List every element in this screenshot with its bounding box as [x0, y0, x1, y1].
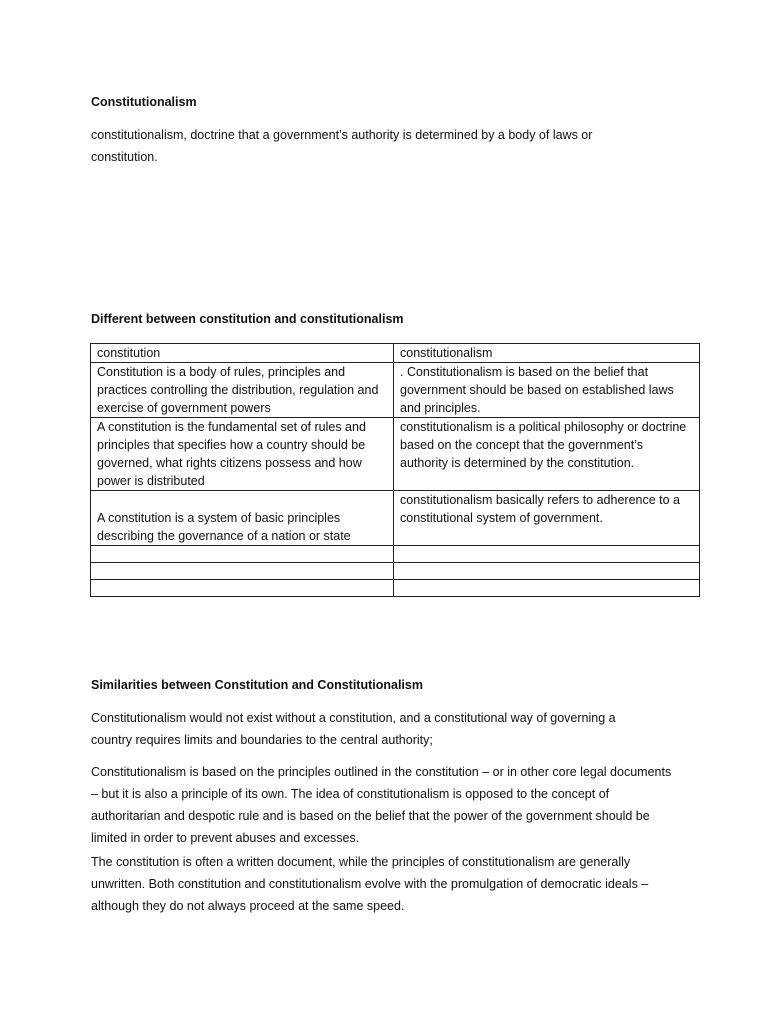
table-cell-empty [91, 580, 394, 597]
section-heading-similarities: Similarities between Constitution and Constitutionalism [91, 678, 423, 692]
similarity-paragraph: The constitution is often a written document, while the principles of constitutionalism are generally unwritten. Both constitution and constitutionalism evolve with the promulgation of democratic ideals – although they do not always proceed at the same speed. [91, 855, 649, 913]
table-header-row [91, 344, 700, 363]
definition-paragraph: constitutionalism, doctrine that a government’s authority is determined by a body of laws or constitution. [91, 128, 593, 164]
table-cell-empty [91, 546, 394, 563]
section-heading-differences: Different between constitution and constitutionalism [91, 312, 404, 326]
table-cell-empty [394, 580, 700, 597]
table-cell: Constitution is a body of rules, principles and practices controlling the distribution, regulation and exercise of government powers [91, 363, 394, 418]
table-row-empty [91, 580, 700, 597]
section-heading-constitutionalism: Constitutionalism [91, 95, 197, 109]
table-row-empty [91, 546, 700, 563]
table-header-cell: constitutionalism [394, 344, 700, 363]
table-cell: constitutionalism is a political philosophy or doctrine based on the concept that the government’s authority is determined by the constitution. [394, 418, 700, 491]
comparison-table [90, 343, 700, 597]
table-cell: A constitution is a system of basic principles describing the governance of a nation or state [91, 491, 394, 546]
table-cell-empty [394, 546, 700, 563]
table-row-empty [91, 563, 700, 580]
table-cell: A constitution is the fundamental set of rules and principles that specifies how a country should be governed, what rights citizens possess and how power is distributed [91, 418, 394, 491]
table-cell-empty [394, 563, 700, 580]
similarity-paragraph: Constitutionalism would not exist without a constitution, and a constitutional way of governing a country requires limits and boundaries to the central authority; [91, 711, 616, 747]
table-cell-empty [91, 563, 394, 580]
similarity-paragraph: Constitutionalism is based on the principles outlined in the constitution – or in other core legal documents – but it is also a principle of its own. The idea of constitutionalism is opposed to the concept of authoritarian and despotic rule and is based on the belief that the power of the government should be limited in order to prevent abuses and excesses. [91, 765, 672, 845]
table-row [91, 491, 700, 546]
table-row [91, 363, 700, 418]
table-header-cell: constitution [91, 344, 394, 363]
table-row [91, 418, 700, 491]
table-cell: constitutionalism basically refers to adherence to a constitutional system of government. [394, 491, 700, 546]
table-cell: . Constitutionalism is based on the belief that government should be based on established laws and principles. [394, 363, 700, 418]
